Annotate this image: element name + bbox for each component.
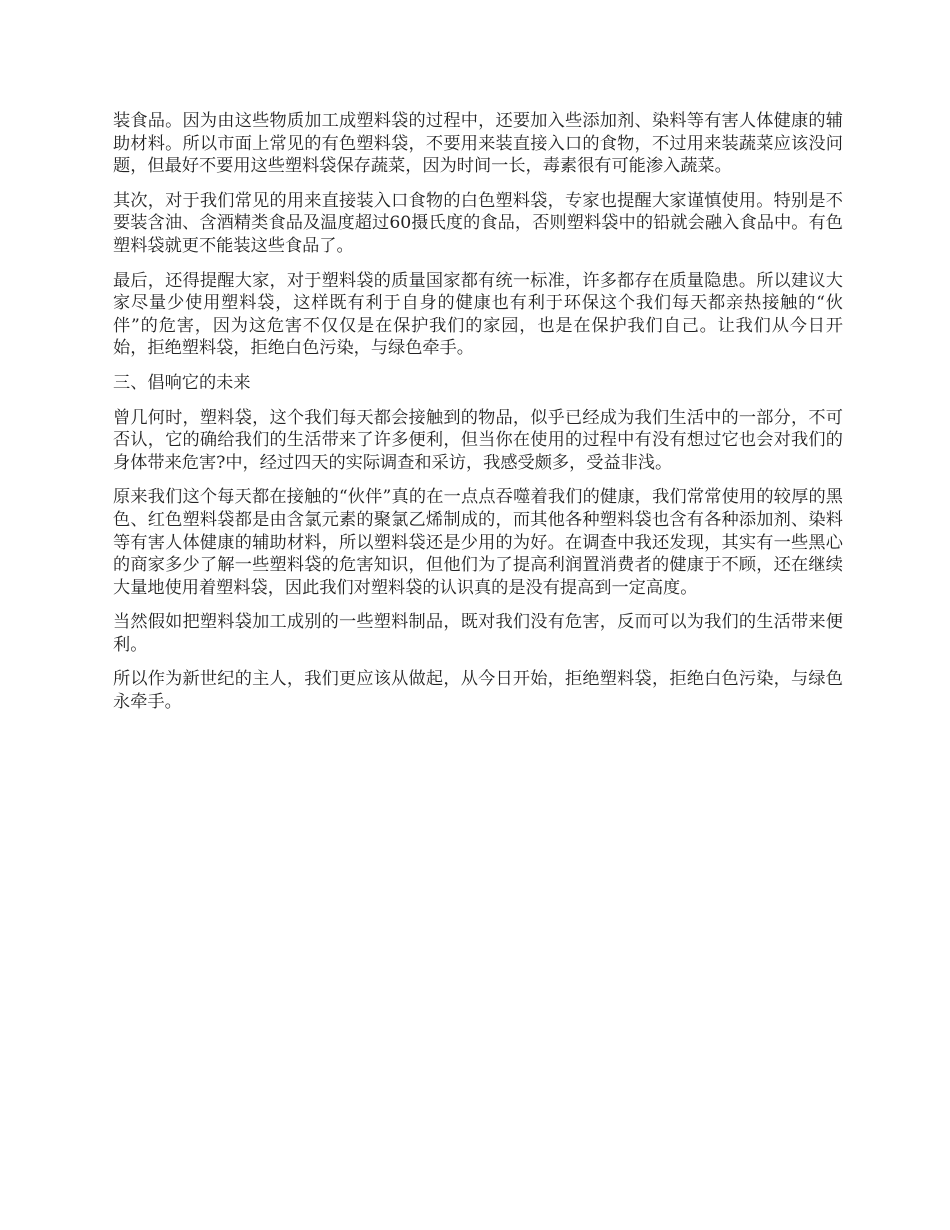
paragraph-secondly: 其次，对于我们常见的用来直接装入口食物的白色塑料袋，专家也提醒大家谨慎使用。特别是不要装含油、含酒精类食品及温度超过60摄氏度的食品，否则塑料袋中的铅就会融入食品中。有色塑料袋就更不能装这些食品了。: [113, 190, 843, 256]
paragraph-intro: 曾几何时，塑料袋，这个我们每天都会接触到的物品，似乎已经成为我们生活中的一部分，不可否认，它的确给我们的生活带来了许多便利，但当你在使用的过程中有没有想过它也会对我们的身体带来危害?中，经过四天的实际调查和采访，我感受颇多，受益非浅。: [113, 407, 843, 473]
paragraph-findings: 原来我们这个每天都在接触的“伙伴”真的在一点点吞噬着我们的健康，我们常常使用的较厚的黑色、红色塑料袋都是由含氯元素的聚氯乙烯制成的，而其他各种塑料袋也含有各种添加剂、染料等有害人体健康的辅助材料，所以塑料袋还是少用的为好。在调查中我还发现，其实有一些黑心的商家多少了解一些塑料袋的危害知识，但他们为了提高利润置消费者的健康于不顾，还在继续大量地使用着塑料袋，因此我们对塑料袋的认识真的是没有提高到一定高度。: [113, 487, 843, 598]
document-page: [113, 110, 843, 726]
section-heading: 三、倡响它的未来: [113, 372, 251, 393]
paragraph-continuation: 装食品。因为由这些物质加工成塑料袋的过程中，还要加入些添加剂、染料等有害人体健康的辅助材料。所以市面上常见的有色塑料袋，不要用来装直接入口的食物，不过用来装蔬菜应该没问题，但最好不要用这些塑料袋保存蔬菜，因为时间一长，毒素很有可能渗入蔬菜。: [113, 111, 843, 177]
paragraph-recycling: 当然假如把塑料袋加工成别的一些塑料制品，既对我们没有危害，反而可以为我们的生活带来便利。: [113, 612, 843, 655]
paragraph-conclusion: 所以作为新世纪的主人，我们更应该从做起，从今日开始，拒绝塑料袋，拒绝白色污染，与绿色永牵手。: [113, 669, 843, 713]
paragraph-finally: 最后，还得提醒大家，对于塑料袋的质量国家都有统一标准，许多都存在质量隐患。所以建议大家尽量少使用塑料袋，这样既有利于自身的健康也有利于环保这个我们每天都亲热接触的“伙伴”的危害，因为这危害不仅仅是在保护我们的家园，也是在保护我们自己。让我们从今日开始，拒绝塑料袋，拒绝白色污染，与绿色牵手。: [113, 270, 843, 359]
